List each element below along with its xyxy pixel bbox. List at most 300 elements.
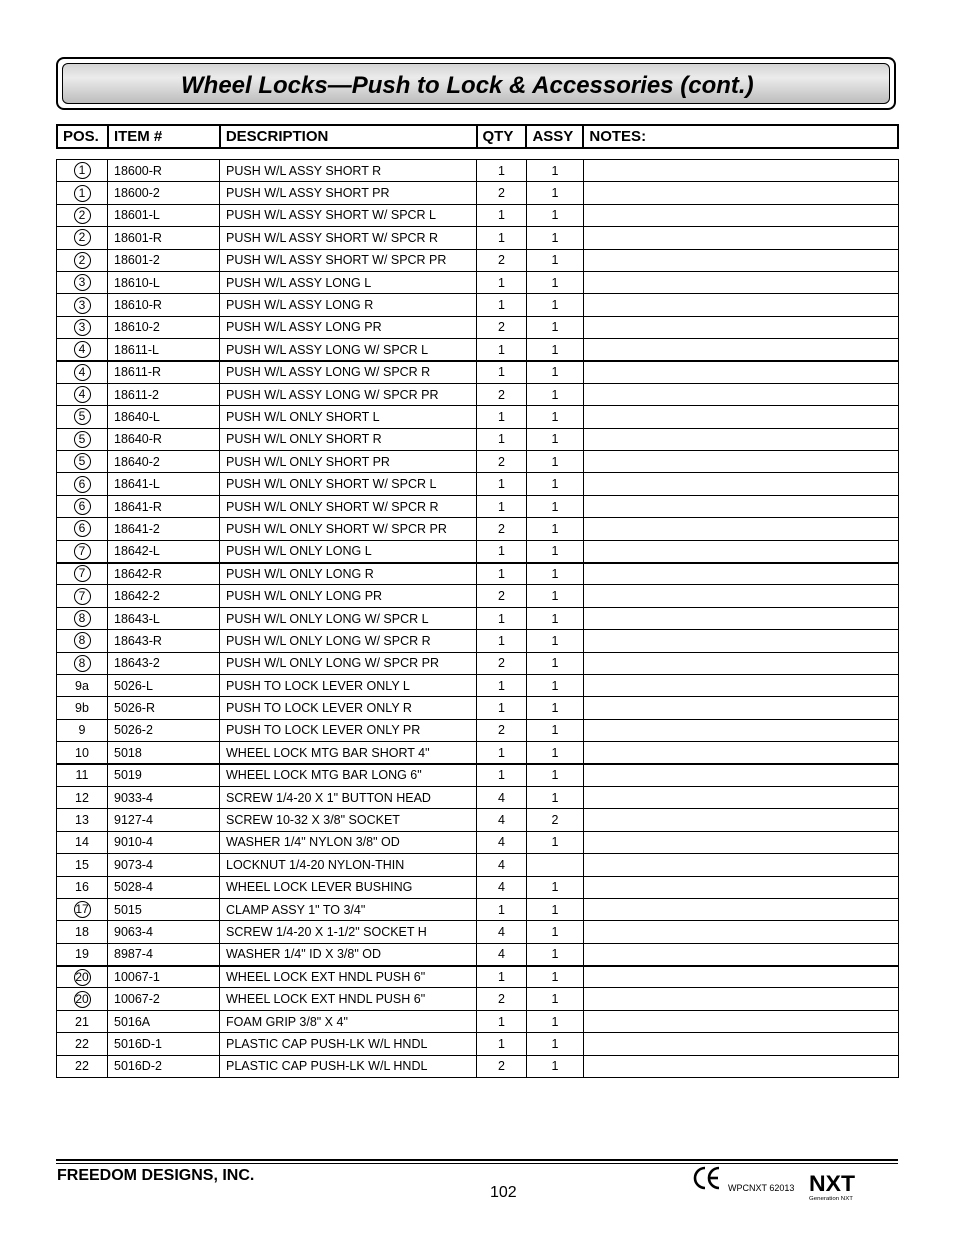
- pos-cell: [57, 786, 108, 808]
- assy-cell: 1: [527, 406, 584, 428]
- qty-cell: 2: [477, 988, 527, 1010]
- description-cell: WHEEL LOCK MTG BAR SHORT 4": [220, 742, 477, 764]
- assy-cell: 1: [527, 227, 584, 249]
- table-row: [57, 361, 899, 383]
- pos-cell: [57, 652, 108, 674]
- item-number-cell: 18643-2: [108, 652, 220, 674]
- assy-cell: 1: [527, 742, 584, 764]
- table-row: [57, 339, 899, 361]
- pos-number-circled: 2: [74, 229, 91, 246]
- table-row: [57, 966, 899, 988]
- item-number-cell: 18600-R: [108, 160, 220, 182]
- page-title: Wheel Locks—Push to Lock & Accessories (cont.): [181, 72, 754, 99]
- assy-cell: 1: [527, 160, 584, 182]
- description-cell: PUSH W/L ASSY LONG PR: [220, 316, 477, 338]
- assy-cell: 1: [527, 652, 584, 674]
- table-row: [57, 271, 899, 293]
- assy-cell: 1: [527, 339, 584, 361]
- description-cell: WHEEL LOCK LEVER BUSHING: [220, 876, 477, 898]
- assy-cell: 1: [527, 1033, 584, 1055]
- item-number-cell: 18640-L: [108, 406, 220, 428]
- pos-number: 9: [78, 723, 86, 738]
- qty-cell: 2: [477, 249, 527, 271]
- pos-cell: [57, 361, 108, 383]
- assy-cell: 1: [527, 898, 584, 920]
- notes-cell: [584, 809, 899, 831]
- pos-cell: [57, 316, 108, 338]
- table-row: [57, 451, 899, 473]
- pos-number-circled: 4: [74, 386, 91, 403]
- pos-cell: [57, 540, 108, 562]
- item-number-cell: 18611-L: [108, 339, 220, 361]
- ce-mark-icon: [692, 1165, 722, 1191]
- notes-cell: [584, 1055, 899, 1077]
- description-cell: WASHER 1/4" NYLON 3/8" OD: [220, 831, 477, 853]
- assy-cell: 1: [527, 1055, 584, 1077]
- qty-cell: 1: [477, 697, 527, 719]
- item-number-cell: 9073-4: [108, 854, 220, 876]
- qty-cell: 4: [477, 876, 527, 898]
- item-number-cell: 18640-2: [108, 451, 220, 473]
- notes-cell: [584, 764, 899, 786]
- notes-cell: [584, 451, 899, 473]
- assy-cell: 1: [527, 831, 584, 853]
- description-cell: PUSH W/L ASSY LONG R: [220, 294, 477, 316]
- qty-cell: 4: [477, 943, 527, 965]
- description-cell: PUSH W/L ASSY SHORT W/ SPCR R: [220, 227, 477, 249]
- item-number-cell: 5016D-2: [108, 1055, 220, 1077]
- description-cell: PLASTIC CAP PUSH-LK W/L HNDL: [220, 1033, 477, 1055]
- table-row: [57, 854, 899, 876]
- pos-number-circled: 7: [74, 543, 91, 560]
- footer-rule-thick: [56, 1159, 898, 1161]
- notes-cell: [584, 742, 899, 764]
- item-number-cell: 9127-4: [108, 809, 220, 831]
- column-header-item: ITEM #: [109, 126, 221, 147]
- assy-cell: 1: [527, 428, 584, 450]
- description-cell: PUSH W/L ASSY LONG L: [220, 271, 477, 293]
- qty-cell: 4: [477, 786, 527, 808]
- table-row: [57, 160, 899, 182]
- notes-cell: [584, 316, 899, 338]
- pos-number-circled: 17: [75, 902, 89, 917]
- assy-cell: 1: [527, 361, 584, 383]
- notes-cell: [584, 697, 899, 719]
- notes-cell: [584, 361, 899, 383]
- table-row: [57, 809, 899, 831]
- item-number-cell: 10067-2: [108, 988, 220, 1010]
- pos-number-circled: 6: [74, 520, 91, 537]
- company-name: FREEDOM DESIGNS, INC.: [57, 1167, 255, 1184]
- pos-number: 11: [75, 768, 89, 783]
- pos-cell: [57, 809, 108, 831]
- item-number-cell: 18641-L: [108, 473, 220, 495]
- qty-cell: 2: [477, 383, 527, 405]
- notes-cell: [584, 854, 899, 876]
- pos-cell: [57, 182, 108, 204]
- qty-cell: 1: [477, 742, 527, 764]
- notes-cell: [584, 227, 899, 249]
- table-row: [57, 227, 899, 249]
- notes-cell: [584, 674, 899, 696]
- item-number-cell: 5028-4: [108, 876, 220, 898]
- qty-cell: 1: [477, 630, 527, 652]
- pos-number: 12: [75, 790, 89, 805]
- table-row: [57, 1033, 899, 1055]
- pos-number-circled: 3: [74, 297, 91, 314]
- pos-number-circled: 2: [74, 252, 91, 269]
- assy-cell: 1: [527, 204, 584, 226]
- pos-cell: [57, 854, 108, 876]
- description-cell: PUSH W/L ASSY SHORT W/ SPCR PR: [220, 249, 477, 271]
- table-row: [57, 518, 899, 540]
- notes-cell: [584, 966, 899, 988]
- pos-cell: [57, 428, 108, 450]
- item-number-cell: 18641-R: [108, 495, 220, 517]
- pos-cell: [57, 451, 108, 473]
- pos-number: 14: [75, 835, 89, 850]
- pos-number: 19: [75, 947, 89, 962]
- item-number-cell: 5016A: [108, 1010, 220, 1032]
- qty-cell: 1: [477, 607, 527, 629]
- qty-cell: 1: [477, 473, 527, 495]
- description-cell: PUSH TO LOCK LEVER ONLY R: [220, 697, 477, 719]
- item-number-cell: 9063-4: [108, 921, 220, 943]
- table-row: [57, 406, 899, 428]
- description-cell: PUSH W/L ONLY SHORT W/ SPCR R: [220, 495, 477, 517]
- pos-number-circled: 1: [74, 162, 91, 179]
- table-header: [56, 124, 899, 149]
- nxt-logo-text: NXT: [809, 1171, 856, 1196]
- assy-cell: 1: [527, 383, 584, 405]
- notes-cell: [584, 921, 899, 943]
- pos-cell: [57, 943, 108, 965]
- description-cell: PUSH TO LOCK LEVER ONLY L: [220, 674, 477, 696]
- pos-number: 13: [75, 813, 89, 828]
- description-cell: PUSH W/L ONLY SHORT R: [220, 428, 477, 450]
- assy-cell: 1: [527, 518, 584, 540]
- item-number-cell: 18643-L: [108, 607, 220, 629]
- description-cell: CLAMP ASSY 1" TO 3/4": [220, 898, 477, 920]
- item-number-cell: 18610-L: [108, 271, 220, 293]
- pos-number-circled: 5: [74, 431, 91, 448]
- notes-cell: [584, 271, 899, 293]
- assy-cell: 1: [527, 249, 584, 271]
- item-number-cell: 5018: [108, 742, 220, 764]
- assy-cell: 1: [527, 451, 584, 473]
- notes-cell: [584, 182, 899, 204]
- description-cell: WHEEL LOCK MTG BAR LONG 6": [220, 764, 477, 786]
- table-row: [57, 1055, 899, 1077]
- notes-cell: [584, 652, 899, 674]
- table-row: [57, 652, 899, 674]
- notes-cell: [584, 719, 899, 741]
- description-cell: PUSH W/L ONLY SHORT W/ SPCR L: [220, 473, 477, 495]
- qty-cell: 1: [477, 563, 527, 585]
- assy-cell: 1: [527, 271, 584, 293]
- assy-cell: 1: [527, 988, 584, 1010]
- item-number-cell: 18611-R: [108, 361, 220, 383]
- pos-number: 22: [75, 1059, 89, 1074]
- description-cell: PUSH W/L ONLY LONG W/ SPCR PR: [220, 652, 477, 674]
- pos-number-circled: 7: [74, 588, 91, 605]
- pos-number: 15: [75, 857, 89, 872]
- column-header-description: DESCRIPTION: [221, 126, 478, 147]
- pos-cell: [57, 249, 108, 271]
- pos-number: 10: [75, 745, 89, 760]
- assy-cell: 1: [527, 697, 584, 719]
- qty-cell: 2: [477, 451, 527, 473]
- item-number-cell: 5015: [108, 898, 220, 920]
- qty-cell: 1: [477, 271, 527, 293]
- assy-cell: 1: [527, 607, 584, 629]
- notes-cell: [584, 563, 899, 585]
- notes-cell: [584, 428, 899, 450]
- pos-number-circled: 1: [74, 185, 91, 202]
- notes-cell: [584, 1033, 899, 1055]
- description-cell: PUSH W/L ASSY SHORT R: [220, 160, 477, 182]
- item-number-cell: 5026-2: [108, 719, 220, 741]
- qty-cell: 1: [477, 227, 527, 249]
- qty-cell: 4: [477, 921, 527, 943]
- page-number: 102: [490, 1184, 517, 1201]
- notes-cell: [584, 1010, 899, 1032]
- assy-cell: 1: [527, 540, 584, 562]
- description-cell: PUSH W/L ONLY LONG R: [220, 563, 477, 585]
- qty-cell: 2: [477, 719, 527, 741]
- pos-number: 16: [75, 880, 89, 895]
- qty-cell: 2: [477, 1055, 527, 1077]
- qty-cell: 4: [477, 854, 527, 876]
- assy-cell: 1: [527, 294, 584, 316]
- pos-cell: [57, 339, 108, 361]
- qty-cell: 1: [477, 495, 527, 517]
- description-cell: PUSH W/L ONLY LONG PR: [220, 585, 477, 607]
- description-cell: PUSH W/L ASSY SHORT PR: [220, 182, 477, 204]
- pos-number: 9b: [75, 701, 89, 716]
- assy-cell: 1: [527, 563, 584, 585]
- pos-number-circled: 3: [74, 319, 91, 336]
- pos-cell: [57, 294, 108, 316]
- table-row: [57, 316, 899, 338]
- pos-cell: [57, 406, 108, 428]
- notes-cell: [584, 160, 899, 182]
- table-row: [57, 831, 899, 853]
- qty-cell: 1: [477, 428, 527, 450]
- qty-cell: 4: [477, 831, 527, 853]
- pos-cell: [57, 160, 108, 182]
- table-row: [57, 1010, 899, 1032]
- pos-cell: [57, 495, 108, 517]
- assy-cell: 1: [527, 473, 584, 495]
- pos-cell: [57, 674, 108, 696]
- description-cell: PUSH W/L ONLY SHORT PR: [220, 451, 477, 473]
- qty-cell: 1: [477, 898, 527, 920]
- table-row: [57, 898, 899, 920]
- pos-number: 22: [75, 1036, 89, 1051]
- assy-cell: 1: [527, 786, 584, 808]
- description-cell: WHEEL LOCK EXT HNDL PUSH 6": [220, 966, 477, 988]
- pos-cell: [57, 1033, 108, 1055]
- notes-cell: [584, 473, 899, 495]
- table-row: [57, 585, 899, 607]
- column-header-pos: POS.: [58, 126, 109, 147]
- nxt-logo-subtext: Generation NXT: [809, 1196, 853, 1202]
- item-number-cell: 18640-R: [108, 428, 220, 450]
- table-row: [57, 943, 899, 965]
- pos-cell: [57, 876, 108, 898]
- item-number-cell: 18601-2: [108, 249, 220, 271]
- assy-cell: 1: [527, 966, 584, 988]
- pos-cell: [57, 563, 108, 585]
- pos-cell: [57, 227, 108, 249]
- pos-number-circled: 7: [74, 565, 91, 582]
- assy-cell: 1: [527, 719, 584, 741]
- item-number-cell: 18600-2: [108, 182, 220, 204]
- assy-cell: 1: [527, 1010, 584, 1032]
- qty-cell: 2: [477, 652, 527, 674]
- pos-number-circled: 6: [74, 476, 91, 493]
- assy-cell: 2: [527, 809, 584, 831]
- item-number-cell: 18641-2: [108, 518, 220, 540]
- item-number-cell: 5016D-1: [108, 1033, 220, 1055]
- table-row: [57, 876, 899, 898]
- description-cell: PUSH W/L ASSY SHORT W/ SPCR L: [220, 204, 477, 226]
- assy-cell: 1: [527, 630, 584, 652]
- item-number-cell: 5026-R: [108, 697, 220, 719]
- qty-cell: 1: [477, 764, 527, 786]
- notes-cell: [584, 988, 899, 1010]
- pos-cell: [57, 204, 108, 226]
- assy-cell: 1: [527, 921, 584, 943]
- description-cell: SCREW 1/4-20 X 1" BUTTON HEAD: [220, 786, 477, 808]
- assy-cell: 1: [527, 585, 584, 607]
- qty-cell: 2: [477, 518, 527, 540]
- notes-cell: [584, 540, 899, 562]
- pos-number-circled: 8: [74, 632, 91, 649]
- parts-table-body: [57, 160, 899, 1078]
- description-cell: PUSH W/L ONLY LONG W/ SPCR R: [220, 630, 477, 652]
- notes-cell: [584, 204, 899, 226]
- table-row: [57, 742, 899, 764]
- item-number-cell: 18642-R: [108, 563, 220, 585]
- pos-cell: [57, 1055, 108, 1077]
- item-number-cell: 18611-2: [108, 383, 220, 405]
- pos-number-circled: 20: [75, 969, 89, 984]
- description-cell: LOCKNUT 1/4-20 NYLON-THIN: [220, 854, 477, 876]
- item-number-cell: 9010-4: [108, 831, 220, 853]
- item-number-cell: 18601-L: [108, 204, 220, 226]
- footer-rule-thin: [56, 1163, 898, 1164]
- item-number-cell: 18642-L: [108, 540, 220, 562]
- qty-cell: 4: [477, 809, 527, 831]
- parts-table: [56, 159, 899, 1078]
- nxt-logo: [808, 1170, 856, 1202]
- table-row: [57, 540, 899, 562]
- notes-cell: [584, 943, 899, 965]
- pos-number-circled: 8: [74, 655, 91, 672]
- qty-cell: 1: [477, 339, 527, 361]
- table-row: [57, 495, 899, 517]
- pos-number-circled: 20: [75, 991, 89, 1006]
- assy-cell: 1: [527, 495, 584, 517]
- pos-cell: [57, 473, 108, 495]
- pos-cell: [57, 585, 108, 607]
- table-row: [57, 563, 899, 585]
- item-number-cell: 10067-1: [108, 966, 220, 988]
- pos-number: 21: [75, 1014, 89, 1029]
- table-row: [57, 294, 899, 316]
- notes-cell: [584, 786, 899, 808]
- table-row: [57, 674, 899, 696]
- notes-cell: [584, 876, 899, 898]
- pos-cell: [57, 697, 108, 719]
- qty-cell: 1: [477, 204, 527, 226]
- qty-cell: 1: [477, 966, 527, 988]
- item-number-cell: 18642-2: [108, 585, 220, 607]
- table-row: [57, 204, 899, 226]
- item-number-cell: 5019: [108, 764, 220, 786]
- pos-cell: [57, 988, 108, 1010]
- assy-cell: 1: [527, 674, 584, 696]
- pos-cell: [57, 271, 108, 293]
- description-cell: WHEEL LOCK EXT HNDL PUSH 6": [220, 988, 477, 1010]
- notes-cell: [584, 630, 899, 652]
- qty-cell: 1: [477, 1010, 527, 1032]
- notes-cell: [584, 518, 899, 540]
- table-row: [57, 473, 899, 495]
- item-number-cell: 18610-2: [108, 316, 220, 338]
- pos-cell: [57, 719, 108, 741]
- table-row: [57, 383, 899, 405]
- description-cell: SCREW 1/4-20 X 1-1/2" SOCKET H: [220, 921, 477, 943]
- pos-cell: [57, 966, 108, 988]
- table-row: [57, 428, 899, 450]
- pos-cell: [57, 898, 108, 920]
- notes-cell: [584, 339, 899, 361]
- qty-cell: 1: [477, 540, 527, 562]
- description-cell: PUSH W/L ONLY LONG W/ SPCR L: [220, 607, 477, 629]
- description-cell: PUSH W/L ONLY LONG L: [220, 540, 477, 562]
- table-row: [57, 630, 899, 652]
- description-cell: PUSH TO LOCK LEVER ONLY PR: [220, 719, 477, 741]
- qty-cell: 1: [477, 160, 527, 182]
- item-number-cell: 18601-R: [108, 227, 220, 249]
- description-cell: PUSH W/L ONLY SHORT W/ SPCR PR: [220, 518, 477, 540]
- document-code: WPCNXT 62013: [728, 1183, 795, 1193]
- pos-cell: [57, 921, 108, 943]
- qty-cell: 2: [477, 585, 527, 607]
- pos-cell: [57, 518, 108, 540]
- pos-number: 9a: [75, 678, 89, 693]
- qty-cell: 1: [477, 674, 527, 696]
- description-cell: PUSH W/L ASSY LONG W/ SPCR L: [220, 339, 477, 361]
- description-cell: SCREW 10-32 X 3/8" SOCKET: [220, 809, 477, 831]
- notes-cell: [584, 495, 899, 517]
- pos-cell: [57, 742, 108, 764]
- qty-cell: 2: [477, 182, 527, 204]
- table-row: [57, 607, 899, 629]
- pos-cell: [57, 831, 108, 853]
- qty-cell: 1: [477, 361, 527, 383]
- pos-number-circled: 4: [74, 364, 91, 381]
- assy-cell: 1: [527, 182, 584, 204]
- pos-cell: [57, 764, 108, 786]
- pos-cell: [57, 630, 108, 652]
- pos-number-circled: 8: [74, 610, 91, 627]
- item-number-cell: 18610-R: [108, 294, 220, 316]
- item-number-cell: 8987-4: [108, 943, 220, 965]
